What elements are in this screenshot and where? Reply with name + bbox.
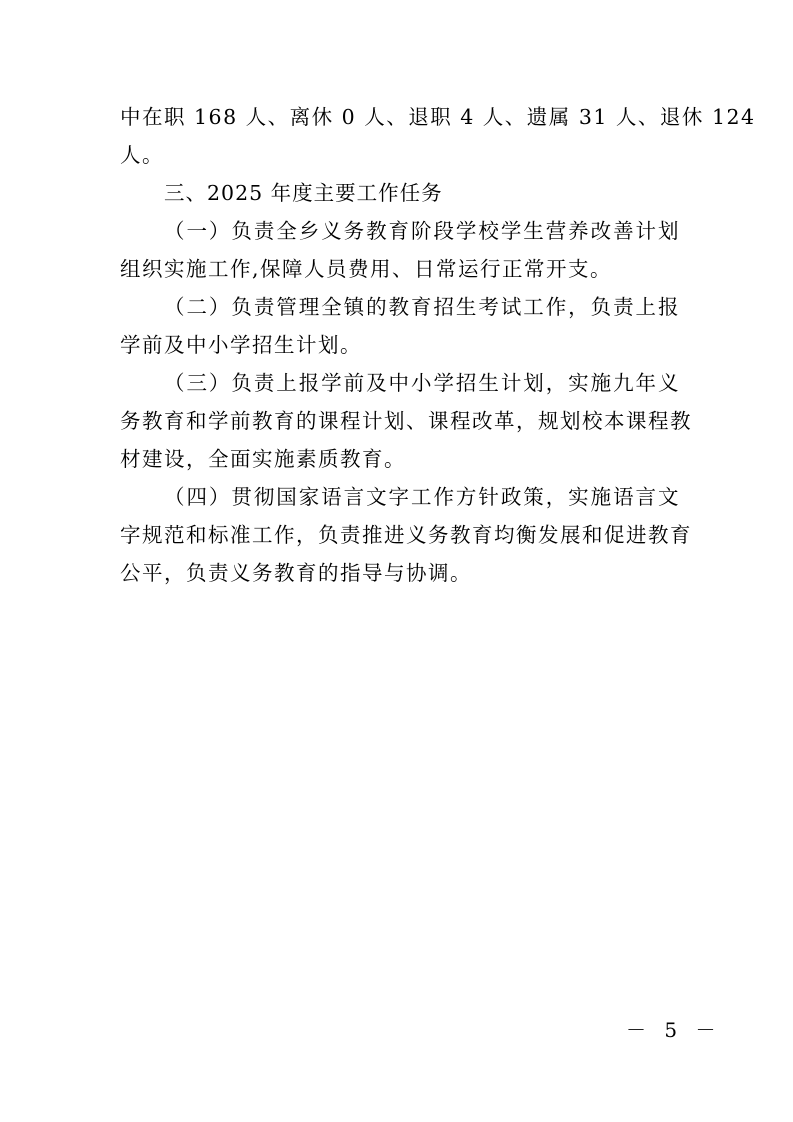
document-body [120, 98, 756, 592]
paragraph-line: （一）负责全乡义务教育阶段学校学生营养改善计划 [164, 219, 680, 243]
paragraph [120, 478, 692, 592]
section-heading: 三、2025 年度主要工作任务 [164, 181, 443, 205]
paragraph [120, 212, 680, 288]
intro-line: 人。 [120, 143, 164, 167]
page-number: － 5 － [626, 1018, 722, 1042]
paragraph-line: （二）负责管理全镇的教育招生考试工作，负责上报 [164, 295, 680, 319]
paragraph-line: （三）负责上报学前及中小学招生计划，实施九年义 [164, 371, 680, 395]
paragraph-line: （四）贯彻国家语言文字工作方针政策，实施语言文 [164, 485, 680, 509]
paragraph [120, 288, 680, 364]
intro-line: 中在职 168 人、离休 0 人、退职 4 人、遗属 31 人、退休 124 [120, 105, 756, 129]
paragraph-line: 字规范和标准工作，负责推进义务教育均衡发展和促进教育 [120, 523, 692, 547]
paragraph-line: 材建设，全面实施素质教育。 [120, 447, 406, 471]
paragraph-line: 组织实施工作,保障人员费用、日常运行正常开支。 [120, 257, 613, 281]
paragraph [120, 364, 692, 478]
paragraph-line: 务教育和学前教育的课程计划、课程改革，规划校本课程教 [120, 409, 692, 433]
paragraph-line: 公平，负责义务教育的指导与协调。 [120, 561, 472, 585]
paragraph-line: 学前及中小学招生计划。 [120, 333, 362, 357]
